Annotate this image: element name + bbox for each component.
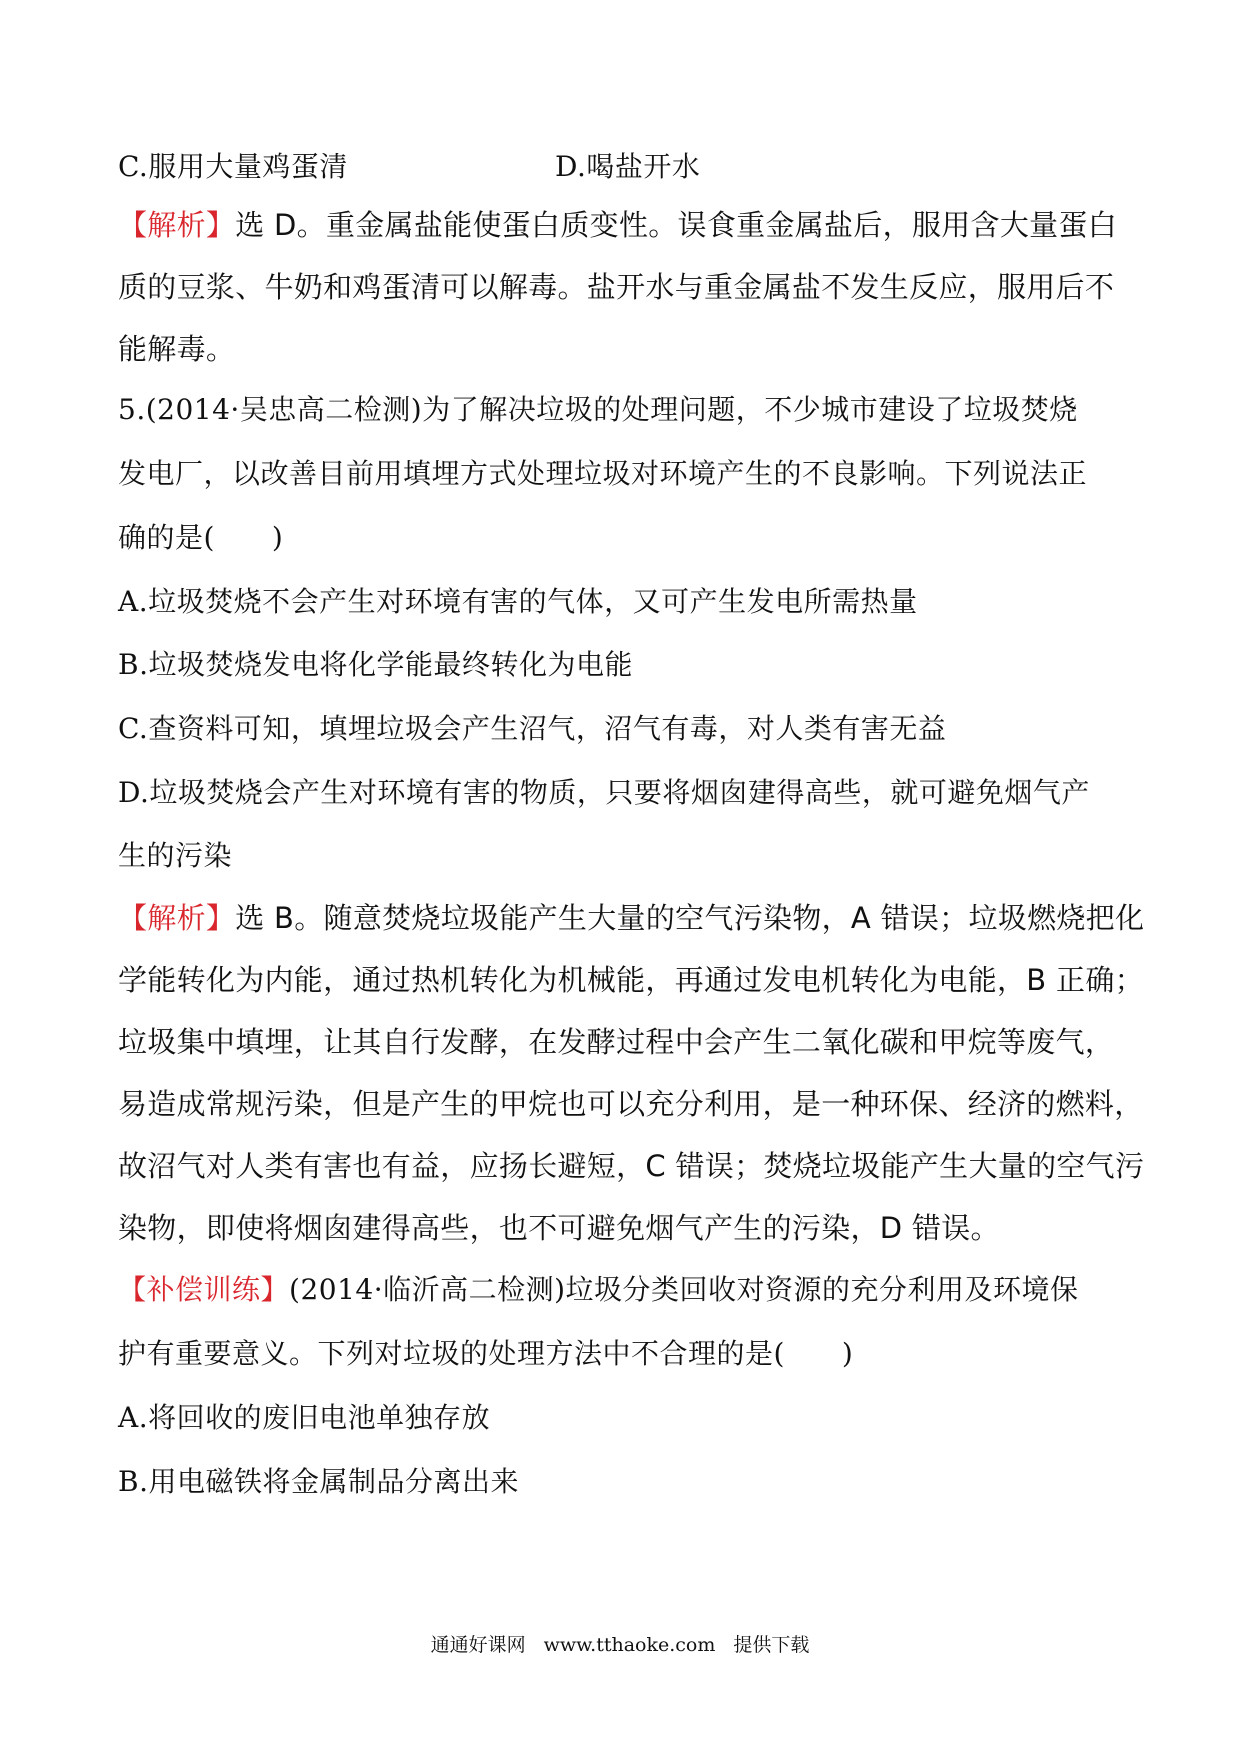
supplement-option-b: B.用电磁铁将金属制品分离出来 <box>118 1465 519 1498</box>
q5-analysis-line-2: 学能转化为内能，通过热机转化为机械能，再通过发电机转化为电能，B 正确； <box>118 963 1144 997</box>
footer-url[interactable]: www.tthaoke.com <box>543 1634 716 1656</box>
q4-option-c: C.服用大量鸡蛋清 <box>118 150 348 183</box>
page-footer <box>0 1630 1240 1657</box>
footer-download-text: 提供下载 <box>733 1634 810 1656</box>
q5-option-c: C.查资料可知，填埋垃圾会产生沼气，沼气有毒，对人类有害无益 <box>118 712 947 745</box>
q4-analysis-line-3: 能解毒。 <box>118 332 236 366</box>
analysis-text: 选 B。随意焚烧垃圾能产生大量的空气污染物，A 错误；垃圾燃烧把化 <box>235 901 1145 935</box>
q4-analysis-line-2: 质的豆浆、牛奶和鸡蛋清可以解毒。盐开水与重金属盐不发生反应，服用后不 <box>118 270 1115 304</box>
q5-option-d-line-1: D.垃圾焚烧会产生对环境有害的物质，只要将烟囱建得高些，就可避免烟气产 <box>118 776 1090 809</box>
q5-stem-line-1: 5.(2014·吴忠高二检测)为了解决垃圾的处理问题，不少城市建设了垃圾焚烧 <box>118 393 1078 426</box>
q5-analysis-line-4: 易造成常规污染，但是产生的甲烷也可以充分利用，是一种环保、经济的燃料， <box>118 1087 1144 1121</box>
q5-option-a: A.垃圾焚烧不会产生对环境有害的气体，又可产生发电所需热量 <box>118 585 918 618</box>
analysis-tag: 【解析】 <box>118 208 236 242</box>
q4-analysis-line-1 <box>118 203 1117 244</box>
q5-stem-line-2: 发电厂，以改善目前用填埋方式处理垃圾对环境产生的不良影响。下列说法正 <box>118 457 1088 490</box>
supplement-tag: 【补偿训练】 <box>118 1273 290 1306</box>
supplement-option-a: A.将回收的废旧电池单独存放 <box>118 1401 491 1434</box>
analysis-text: 选 D。重金属盐能使蛋白质变性。误食重金属盐后，服用含大量蛋白 <box>235 208 1118 242</box>
supplement-stem-line-1 <box>118 1268 1079 1308</box>
supplement-text: (2014·临沂高二检测)垃圾分类回收对资源的充分利用及环境保 <box>289 1273 1079 1306</box>
q5-analysis-line-1 <box>118 896 1144 937</box>
q4-option-d: D.喝盐开水 <box>555 150 701 183</box>
footer-site-name: 通通好课网 <box>430 1634 526 1656</box>
q5-stem-line-3: 确的是( ) <box>118 521 284 554</box>
analysis-tag: 【解析】 <box>118 901 236 935</box>
q5-analysis-line-5: 故沼气对人类有害也有益，应扬长避短，C 错误；焚烧垃圾能产生大量的空气污 <box>118 1149 1145 1183</box>
q5-option-b: B.垃圾焚烧发电将化学能最终转化为电能 <box>118 648 633 681</box>
q5-analysis-line-3: 垃圾集中填埋，让其自行发酵，在发酵过程中会产生二氧化碳和甲烷等废气， <box>118 1025 1115 1059</box>
q5-analysis-line-6: 染物，即使将烟囱建得高些，也不可避免烟气产生的污染，D 错误。 <box>118 1211 1000 1245</box>
supplement-stem-line-2: 护有重要意义。下列对垃圾的处理方法中不合理的是( ) <box>118 1337 854 1370</box>
q5-option-d-line-2: 生的污染 <box>118 839 233 872</box>
